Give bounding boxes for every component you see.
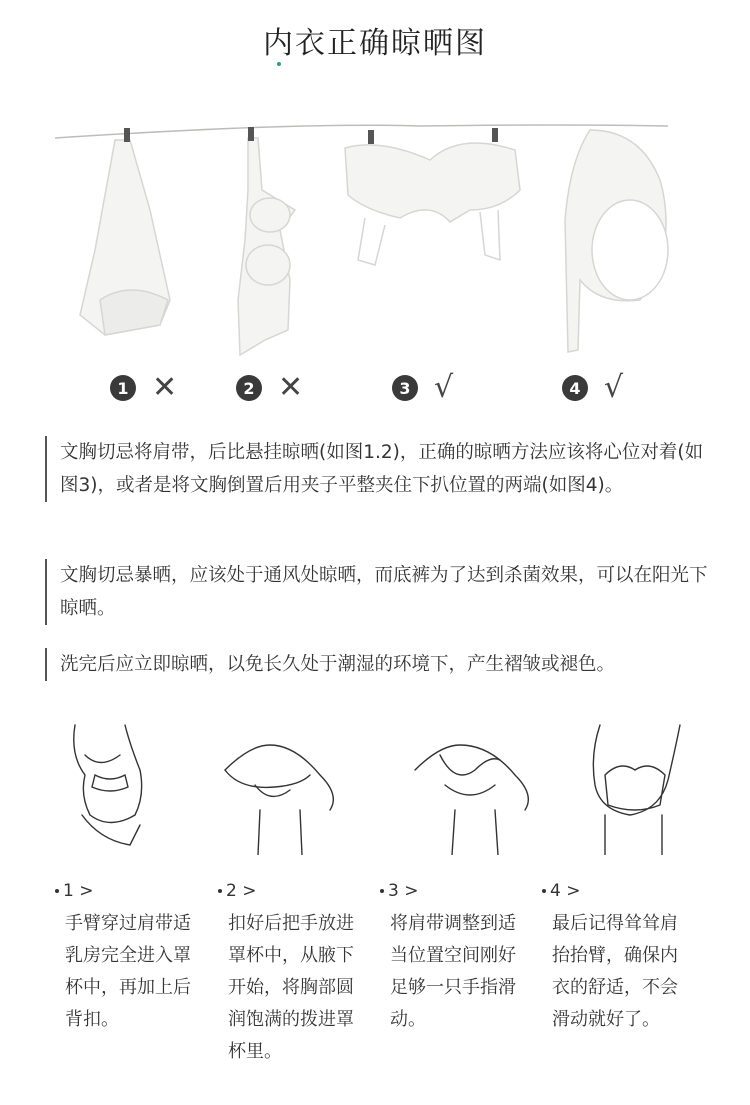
- bullet-dot: [55, 889, 59, 893]
- mark-1: [110, 368, 177, 408]
- step-label: 3 >: [388, 881, 419, 901]
- page-title: 内衣正确晾晒图: [263, 26, 487, 61]
- step-4: [542, 880, 692, 1036]
- hanging-illustration: [0, 100, 750, 365]
- cross-icon: ✕: [278, 370, 304, 405]
- step-label: 1 >: [63, 881, 94, 901]
- mark-3: [392, 368, 453, 408]
- bullet-dot: [380, 889, 384, 893]
- mark-2: [236, 368, 303, 408]
- clothesline: [55, 125, 668, 138]
- step-1: [55, 880, 205, 1036]
- number-badge: 1: [110, 375, 136, 401]
- mark-4: [562, 368, 623, 408]
- step-2: [218, 880, 368, 1068]
- bra-hanging-3: [345, 128, 520, 265]
- step-text: 最后记得耸耸肩抬抬臂，确保内衣的舒适，不会滑动就好了。: [552, 913, 678, 1030]
- step-figure-3: [415, 745, 528, 855]
- step-text: 扣好后把手放进罩杯中，从腋下开始，将胸部圆润饱满的拨进罩杯里。: [228, 913, 354, 1062]
- step-text: 手臂穿过肩带适乳房完全进入罩杯中，再加上后背扣。: [65, 913, 191, 1030]
- bullet-dot: [542, 889, 546, 893]
- cross-icon: ✕: [152, 370, 178, 405]
- note-paragraph: 洗完后应立即晾晒，以免长久处于潮湿的环境下，产生褶皱或褪色。: [45, 648, 720, 681]
- hanging-marks: [0, 368, 750, 408]
- step-label: 2 >: [226, 881, 257, 901]
- step-text: 将肩带调整到适当位置空间刚好足够一只手指滑动。: [390, 913, 516, 1030]
- number-badge: 3: [392, 375, 418, 401]
- bra-hanging-4: [565, 130, 668, 352]
- bra-hanging-2: [238, 127, 295, 355]
- note-paragraph: 文胸切忌暴晒，应该处于通风处晾晒，而底裤为了达到杀菌效果，可以在阳光下晾晒。: [45, 559, 720, 625]
- step-figure-4: [593, 725, 680, 855]
- check-icon: √: [604, 370, 624, 405]
- note-paragraph: 文胸切忌将肩带，后比悬挂晾晒(如图1.2)，正确的晾晒方法应该将心位对着(如图3)，或者是将文胸倒置后用夹子平整夹住下扒位置的两端(如图4)。: [45, 436, 720, 502]
- step-label: 4 >: [550, 881, 581, 901]
- number-badge: 2: [236, 375, 262, 401]
- number-badge: 4: [562, 375, 588, 401]
- bullet-dot: [218, 889, 222, 893]
- bra-hanging-1: [80, 128, 170, 335]
- title-accent-dot: [277, 62, 281, 66]
- wearing-steps-illustration: [0, 715, 750, 855]
- step-3: [380, 880, 530, 1036]
- check-icon: √: [434, 370, 454, 405]
- step-figure-1: [74, 725, 142, 845]
- step-figure-2: [225, 745, 333, 855]
